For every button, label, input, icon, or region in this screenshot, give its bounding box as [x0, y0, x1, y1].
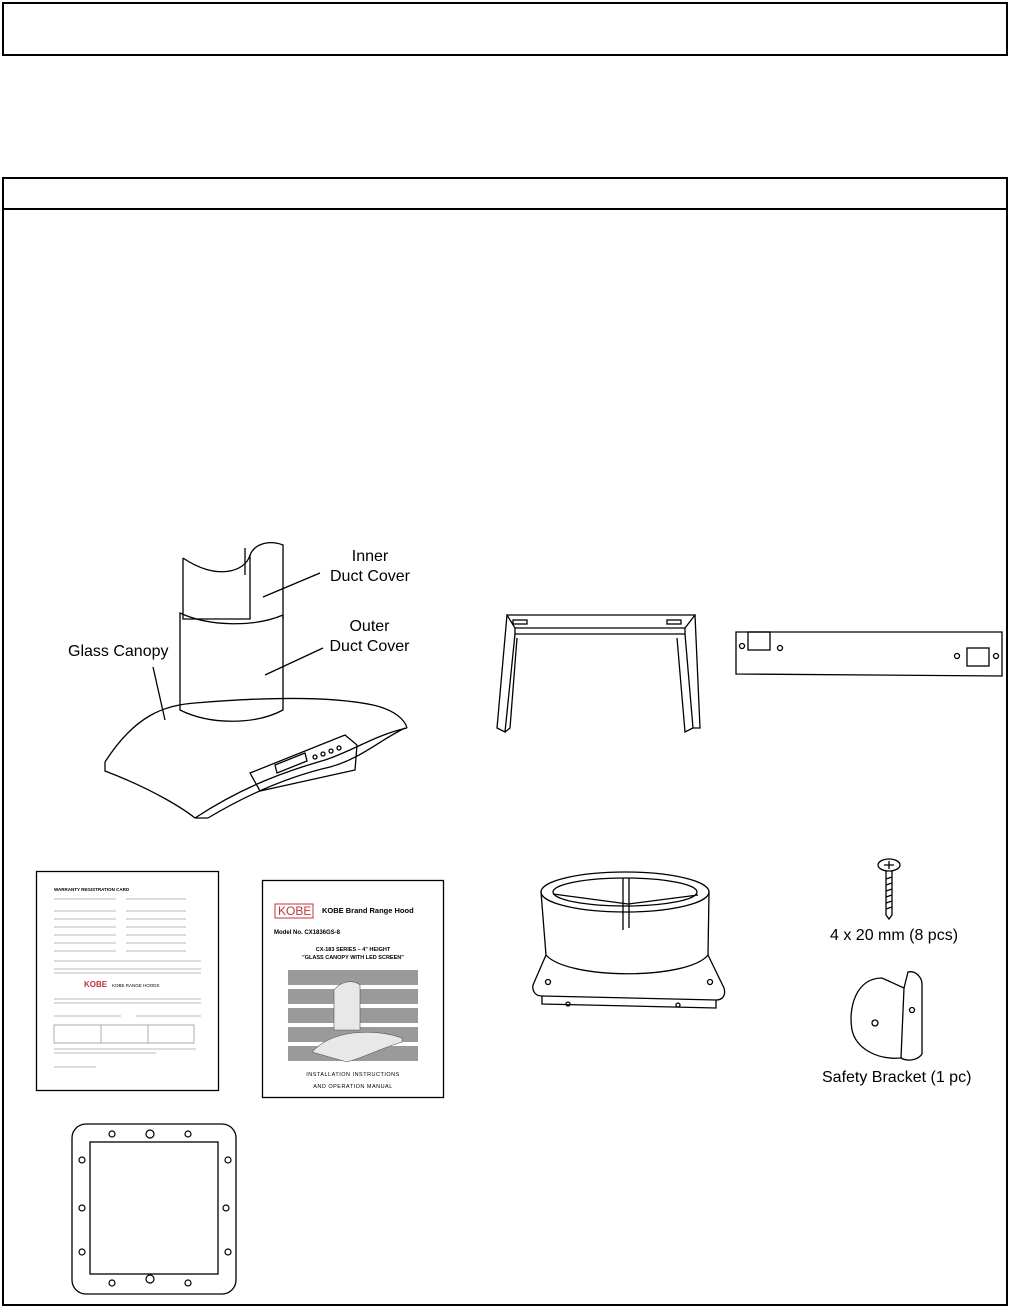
inner-duct-label: Inner Duct Cover	[329, 548, 411, 585]
glass-canopy-label: Glass Canopy	[68, 643, 169, 660]
manual-brand-title: KOBE Brand Range Hood	[322, 906, 414, 915]
manual-footer-2: AND OPERATION MANUAL	[313, 1084, 393, 1090]
warranty-title: WARRANTY REGISTRATION CARD	[54, 887, 130, 892]
manual-illustration	[262, 880, 444, 1098]
manual-series: CX-183 SERIES – 4" HEIGHT	[315, 947, 391, 953]
manual-kobe-logo: KOBE	[278, 904, 312, 918]
screw-illustration	[875, 857, 905, 919]
safety-bracket-illustration	[846, 968, 926, 1063]
manual-model: Model No. CX1836GS-8	[274, 930, 341, 936]
warranty-brand-line: KOBE RANGE HOODS	[112, 983, 160, 988]
outer-duct-label: Outer Duct Cover	[329, 618, 410, 655]
parts-header-rule	[4, 208, 1006, 210]
duct-adapter-illustration	[528, 870, 728, 1020]
manual-footer-1: INSTALLATION INSTRUCTIONS	[306, 1072, 400, 1078]
screw-label: 4 x 20 mm (8 pcs)	[830, 927, 959, 944]
top-box	[2, 2, 1008, 56]
gasket-illustration	[70, 1122, 240, 1297]
safety-bracket-label: Safety Bracket (1 pc)	[822, 1069, 972, 1086]
mounting-frame-illustration	[495, 610, 705, 740]
warranty-card-illustration	[36, 871, 219, 1091]
flat-bracket-illustration	[732, 628, 1007, 678]
warranty-kobe-logo: KOBE	[84, 980, 108, 989]
manual-subtitle: "GLASS CANOPY WITH LED SCREEN"	[302, 955, 404, 961]
